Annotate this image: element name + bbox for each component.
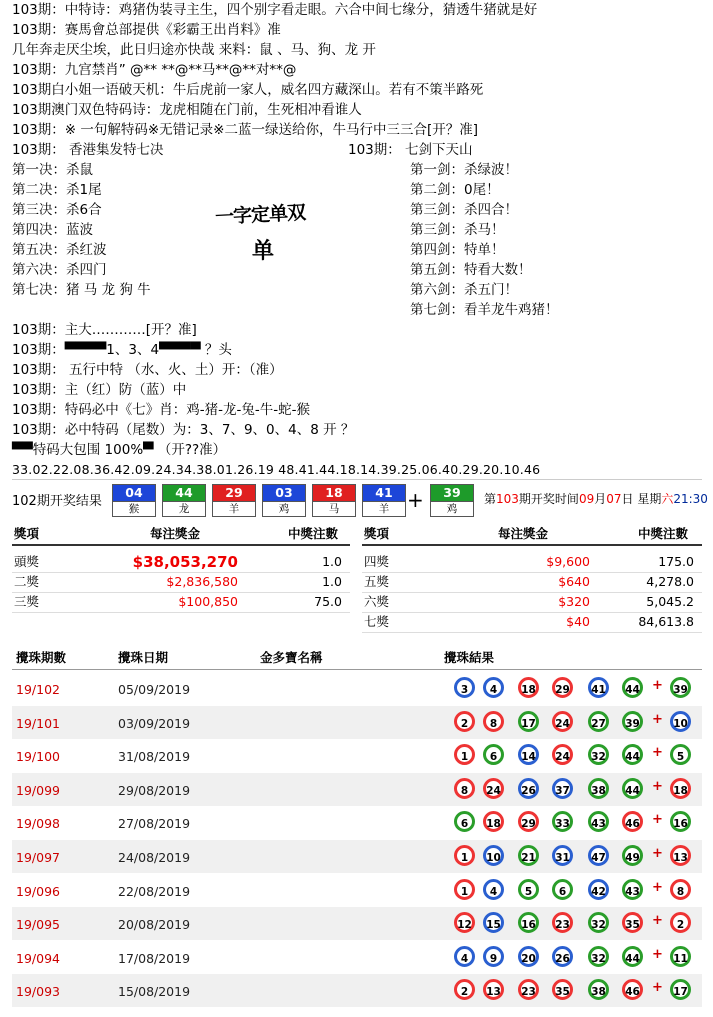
col-draw-name: 金多寶名稱 bbox=[260, 650, 323, 665]
draw-date: 31/08/2019 bbox=[118, 749, 191, 765]
draw-ball: 46 bbox=[622, 979, 643, 1000]
next-day: 07 bbox=[606, 492, 622, 506]
right-item: 第五剑：特看大数！ bbox=[410, 262, 532, 278]
draw-ball: 13 bbox=[483, 979, 504, 1000]
prize-name: 五獎 bbox=[364, 574, 390, 589]
draw-ball: 4 bbox=[483, 879, 504, 900]
draw-ball: 31 bbox=[552, 845, 573, 866]
draw-special-ball: 17 bbox=[670, 979, 691, 1000]
right-item: 第六剑：杀五门！ bbox=[410, 282, 518, 298]
prev-ball-number: 04 bbox=[113, 485, 155, 501]
draw-ball: 29 bbox=[552, 677, 573, 698]
draw-date: 15/08/2019 bbox=[118, 984, 191, 1000]
draw-special-ball: 2 bbox=[670, 912, 691, 933]
prize-row bbox=[12, 572, 350, 593]
left-item: 第三决：杀6合 bbox=[12, 202, 102, 218]
draw-row bbox=[12, 907, 702, 940]
draw-row bbox=[12, 739, 702, 772]
next-day-unit: 日 星期 bbox=[621, 492, 662, 506]
plus-sign: + bbox=[652, 812, 663, 828]
prize-amount: $100,850 bbox=[178, 594, 238, 609]
prize-amount: $640 bbox=[558, 574, 590, 589]
prev-ball-zodiac: 鸡 bbox=[431, 501, 473, 516]
draw-ball: 44 bbox=[622, 677, 643, 698]
lower-line: 103期：主（红）防（蓝）中 bbox=[12, 382, 187, 398]
prize-row bbox=[12, 552, 350, 573]
draw-ball: 6 bbox=[552, 879, 573, 900]
draw-period: 19/101 bbox=[16, 715, 60, 731]
prize-count: 4,278.0 bbox=[646, 574, 694, 589]
draw-ball: 44 bbox=[622, 946, 643, 967]
next-time: 21:30 bbox=[673, 492, 708, 506]
draw-ball: 47 bbox=[588, 845, 609, 866]
plus-sign: + bbox=[652, 980, 663, 996]
prize-header-left bbox=[12, 524, 350, 546]
draw-ball: 15 bbox=[483, 912, 504, 933]
draw-ball: 1 bbox=[454, 879, 475, 900]
draw-ball: 42 bbox=[588, 879, 609, 900]
section-right-title: 103期： 七剑下天山 bbox=[348, 142, 473, 158]
prev-ball-zodiac: 鸡 bbox=[263, 501, 305, 516]
draw-ball: 21 bbox=[518, 845, 539, 866]
draw-period: 19/097 bbox=[16, 850, 60, 865]
next-draw-info bbox=[484, 490, 708, 507]
prize-amount: $9,600 bbox=[546, 554, 590, 569]
draw-date: 03/09/2019 bbox=[118, 715, 191, 731]
prize-count: 5,045.2 bbox=[646, 594, 694, 609]
prev-special-ball bbox=[430, 484, 474, 517]
plus-sign: + bbox=[652, 778, 663, 794]
draw-period: 19/094 bbox=[16, 950, 60, 966]
draw-ball: 1 bbox=[454, 845, 475, 866]
right-item: 第二剑：0尾！ bbox=[410, 182, 500, 198]
plus-sign: + bbox=[652, 946, 663, 962]
draw-ball: 32 bbox=[588, 912, 609, 933]
prev-ball-zodiac: 羊 bbox=[363, 501, 405, 516]
draw-row bbox=[12, 806, 702, 839]
prev-ball-number: 18 bbox=[313, 485, 355, 501]
left-item: 第一决：杀鼠 bbox=[12, 162, 93, 178]
draw-ball: 38 bbox=[588, 979, 609, 1000]
prize-row bbox=[362, 612, 702, 633]
prize-row bbox=[12, 592, 350, 613]
next-month-unit: 月 bbox=[594, 492, 607, 506]
draw-ball: 12 bbox=[454, 912, 475, 933]
plus-sign: + bbox=[652, 846, 663, 861]
prize-name: 三獎 bbox=[14, 594, 40, 609]
draw-table-header bbox=[12, 645, 702, 670]
draw-ball: 32 bbox=[588, 744, 609, 765]
draw-ball: 24 bbox=[552, 711, 573, 732]
draw-date: 05/09/2019 bbox=[118, 682, 191, 697]
section-left-title: 103期： 香港集发特七决 bbox=[12, 142, 164, 158]
draw-row bbox=[12, 941, 702, 974]
next-month: 09 bbox=[578, 492, 595, 506]
handwritten-note: 一字定单双 bbox=[214, 201, 306, 229]
draw-row bbox=[12, 974, 702, 1007]
lower-line: 103期：▀▀▀▀1、3、4▀▀▀▀ ？头 bbox=[12, 342, 232, 358]
prize-amount: $38,053,270 bbox=[132, 553, 238, 571]
draw-period: 19/096 bbox=[16, 883, 60, 899]
prize-name: 六獎 bbox=[364, 594, 390, 609]
draw-row bbox=[12, 773, 702, 806]
draw-ball: 29 bbox=[518, 811, 539, 832]
prev-result-title: 102期开奖结果 bbox=[12, 494, 102, 509]
draw-ball: 38 bbox=[588, 778, 609, 799]
draw-special-ball: 18 bbox=[670, 778, 691, 799]
prev-ball-number: 44 bbox=[163, 485, 205, 501]
draw-ball: 18 bbox=[518, 677, 539, 698]
draw-date: 17/08/2019 bbox=[118, 950, 191, 966]
prev-ball-zodiac: 马 bbox=[313, 501, 355, 516]
left-item: 第四决：蓝波 bbox=[12, 222, 93, 238]
prize-header-right bbox=[362, 524, 702, 546]
draw-special-ball: 39 bbox=[670, 677, 691, 698]
draw-ball: 39 bbox=[622, 711, 643, 732]
text-line-6: 103期澳门双色特码诗：龙虎相随在门前，生死相冲看谁人 bbox=[12, 102, 362, 118]
draw-date: 24/08/2019 bbox=[118, 850, 191, 865]
draw-special-ball: 11 bbox=[670, 946, 691, 967]
next-prefix: 第 bbox=[484, 492, 497, 506]
prize-row bbox=[362, 592, 702, 613]
draw-period: 19/098 bbox=[16, 816, 60, 832]
draw-ball: 2 bbox=[454, 711, 475, 732]
text-line-4: 103期：九宫禁肖” @** **@**马**@**对**@ bbox=[12, 62, 297, 78]
draw-ball: 27 bbox=[588, 711, 609, 732]
right-item: 第三剑：杀四合！ bbox=[410, 202, 518, 218]
draw-ball: 35 bbox=[622, 912, 643, 933]
prev-ball bbox=[162, 484, 206, 517]
draw-ball: 23 bbox=[552, 912, 573, 933]
prev-ball bbox=[212, 484, 256, 517]
plus-sign: + bbox=[652, 879, 663, 895]
prize-count: 75.0 bbox=[314, 594, 342, 609]
draw-period: 19/102 bbox=[16, 682, 60, 697]
draw-ball: 26 bbox=[552, 946, 573, 967]
draw-ball: 24 bbox=[552, 744, 573, 765]
prize-count: 84,613.8 bbox=[638, 614, 694, 629]
draw-row bbox=[12, 706, 702, 739]
draw-ball: 18 bbox=[483, 811, 504, 832]
prize-name: 二獎 bbox=[14, 574, 40, 589]
draw-ball: 2 bbox=[454, 979, 475, 1000]
draw-ball: 14 bbox=[518, 744, 539, 765]
prev-ball bbox=[312, 484, 356, 517]
col-count: 中獎注數 bbox=[638, 526, 689, 541]
draw-ball: 33 bbox=[552, 811, 573, 832]
draw-period: 19/093 bbox=[16, 984, 60, 1000]
text-line-1: 103期：中特诗：鸡猪伪装寻主生，四个别字看走眼。六合中间七缘分，猜透牛猪就是好 bbox=[12, 2, 538, 18]
col-amount: 每注獎金 bbox=[498, 526, 549, 541]
draw-ball: 24 bbox=[483, 778, 504, 799]
divider bbox=[12, 479, 702, 480]
draw-ball: 1 bbox=[454, 744, 475, 765]
col-prize: 獎項 bbox=[364, 526, 390, 541]
handwritten-answer: 单 bbox=[252, 238, 275, 264]
prize-count: 1.0 bbox=[322, 554, 342, 569]
prize-count: 1.0 bbox=[322, 574, 342, 589]
prev-ball-number: 39 bbox=[431, 485, 473, 501]
draw-special-ball: 16 bbox=[670, 811, 691, 832]
prize-amount: $40 bbox=[566, 614, 590, 629]
prev-ball-number: 29 bbox=[213, 485, 255, 501]
draw-ball: 26 bbox=[518, 778, 539, 799]
prize-count: 175.0 bbox=[658, 554, 694, 569]
plus-sign: + bbox=[652, 913, 663, 929]
draw-ball: 43 bbox=[588, 811, 609, 832]
col-count: 中獎注數 bbox=[288, 526, 339, 541]
left-item: 第七决：猪 马 龙 狗 牛 bbox=[12, 282, 151, 298]
draw-ball: 16 bbox=[518, 912, 539, 933]
draw-ball: 44 bbox=[622, 778, 643, 799]
prev-ball-zodiac: 龙 bbox=[163, 501, 205, 516]
prev-ball bbox=[112, 484, 156, 517]
plus-sign: + bbox=[652, 678, 663, 693]
lower-line: 103期： 五行中特 （水、火、土）开：（准） bbox=[12, 362, 283, 378]
draw-ball: 43 bbox=[622, 879, 643, 900]
draw-ball: 23 bbox=[518, 979, 539, 1000]
draw-period: 19/099 bbox=[16, 782, 60, 798]
col-prize: 獎項 bbox=[14, 526, 40, 541]
draw-date: 27/08/2019 bbox=[118, 816, 191, 832]
draw-ball: 6 bbox=[483, 744, 504, 765]
draw-date: 22/08/2019 bbox=[118, 883, 191, 899]
draw-row bbox=[12, 874, 702, 907]
draw-ball: 9 bbox=[483, 946, 504, 967]
draw-ball: 10 bbox=[483, 845, 504, 866]
lower-line: 103期：特码必中《七》肖：鸡-猪-龙-兔-牛-蛇-猴 bbox=[12, 402, 310, 418]
draw-special-ball: 8 bbox=[670, 879, 691, 900]
left-item: 第六决：杀四门 bbox=[12, 262, 107, 278]
lower-line: ▀▀特码大包围 100%▀ （开??准） bbox=[12, 442, 227, 458]
draw-ball: 8 bbox=[454, 778, 475, 799]
draw-ball: 4 bbox=[483, 677, 504, 698]
prize-amount: $2,836,580 bbox=[166, 574, 238, 589]
draw-ball: 3 bbox=[454, 677, 475, 698]
right-item: 第一剑：杀绿波！ bbox=[410, 162, 518, 178]
draw-ball: 4 bbox=[454, 946, 475, 967]
prize-name: 七獎 bbox=[364, 614, 390, 629]
prev-ball-number: 41 bbox=[363, 485, 405, 501]
right-item: 第四剑：特单！ bbox=[410, 242, 505, 258]
plus-sign: + bbox=[652, 711, 663, 727]
draw-ball: 32 bbox=[588, 946, 609, 967]
lower-line: 103期：必中特码（尾数）为：3、7、9、0、4、8 开 ？ bbox=[12, 422, 355, 438]
prize-amount: $320 bbox=[558, 594, 590, 609]
text-line-2: 103期：赛馬會总部提供《彩霸王出肖料》准 bbox=[12, 22, 281, 38]
right-item: 第三剑：杀马！ bbox=[410, 222, 505, 238]
prev-ball bbox=[262, 484, 306, 517]
draw-date: 20/08/2019 bbox=[118, 917, 191, 933]
draw-ball: 6 bbox=[454, 811, 475, 832]
lower-line: 103期：主大…………[开？准] bbox=[12, 322, 197, 338]
draw-special-ball: 5 bbox=[670, 744, 691, 765]
plus-sign: + bbox=[407, 488, 424, 512]
text-line-3: 几年奔走厌尘埃，此日归途亦快哉 来料：鼠 、马、狗、龙 开 bbox=[12, 42, 376, 58]
col-amount: 每注獎金 bbox=[150, 526, 201, 541]
next-mid: 期开奖时间 bbox=[518, 492, 579, 506]
next-period: 103 bbox=[496, 492, 519, 506]
prev-ball-number: 03 bbox=[263, 485, 305, 501]
draw-period: 19/095 bbox=[16, 917, 60, 933]
draw-row bbox=[12, 672, 702, 705]
draw-date: 29/08/2019 bbox=[118, 782, 191, 798]
prev-ball-zodiac: 猴 bbox=[113, 501, 155, 516]
draw-ball: 5 bbox=[518, 879, 539, 900]
left-item: 第五决：杀红波 bbox=[12, 242, 107, 258]
draw-ball: 8 bbox=[483, 711, 504, 732]
prize-name: 頭獎 bbox=[14, 554, 40, 569]
draw-row bbox=[12, 840, 702, 873]
draw-ball: 35 bbox=[552, 979, 573, 1000]
draw-ball: 20 bbox=[518, 946, 539, 967]
text-line-7: 103期：※ 一句解特码※无错记录※二蓝一绿送给你，牛马行中三三合[开？准] bbox=[12, 122, 479, 138]
numbers-line: 33.02.22.08.36.42.09.24.34.38.01.26.19 48.41.44.18.14.39.25.06.40.29.20.10.46 bbox=[12, 462, 541, 477]
draw-ball: 17 bbox=[518, 711, 539, 732]
right-item: 第七剑：看羊龙牛鸡猪！ bbox=[410, 302, 559, 318]
col-draw-date: 攪珠日期 bbox=[118, 650, 169, 665]
prize-row bbox=[362, 572, 702, 593]
prev-ball bbox=[362, 484, 406, 517]
draw-ball: 37 bbox=[552, 778, 573, 799]
draw-ball: 41 bbox=[588, 677, 609, 698]
left-item: 第二决：杀1尾 bbox=[12, 182, 102, 198]
prize-name: 四獎 bbox=[364, 554, 390, 569]
col-draw-period: 攪珠期數 bbox=[16, 650, 67, 665]
prize-row bbox=[362, 552, 702, 573]
prev-ball-zodiac: 羊 bbox=[213, 501, 255, 516]
text-line-5: 103期白小姐一语破天机：牛后虎前一家人，威名四方藏深山。若有不策半路死 bbox=[12, 82, 484, 98]
draw-period: 19/100 bbox=[16, 749, 60, 765]
draw-ball: 44 bbox=[622, 744, 643, 765]
draw-special-ball: 10 bbox=[670, 711, 691, 732]
next-weekday: 六 bbox=[661, 492, 674, 506]
draw-ball: 46 bbox=[622, 811, 643, 832]
draw-ball: 49 bbox=[622, 845, 643, 866]
draw-special-ball: 13 bbox=[670, 845, 691, 866]
col-draw-result: 攪珠結果 bbox=[444, 650, 495, 665]
plus-sign: + bbox=[652, 745, 663, 761]
